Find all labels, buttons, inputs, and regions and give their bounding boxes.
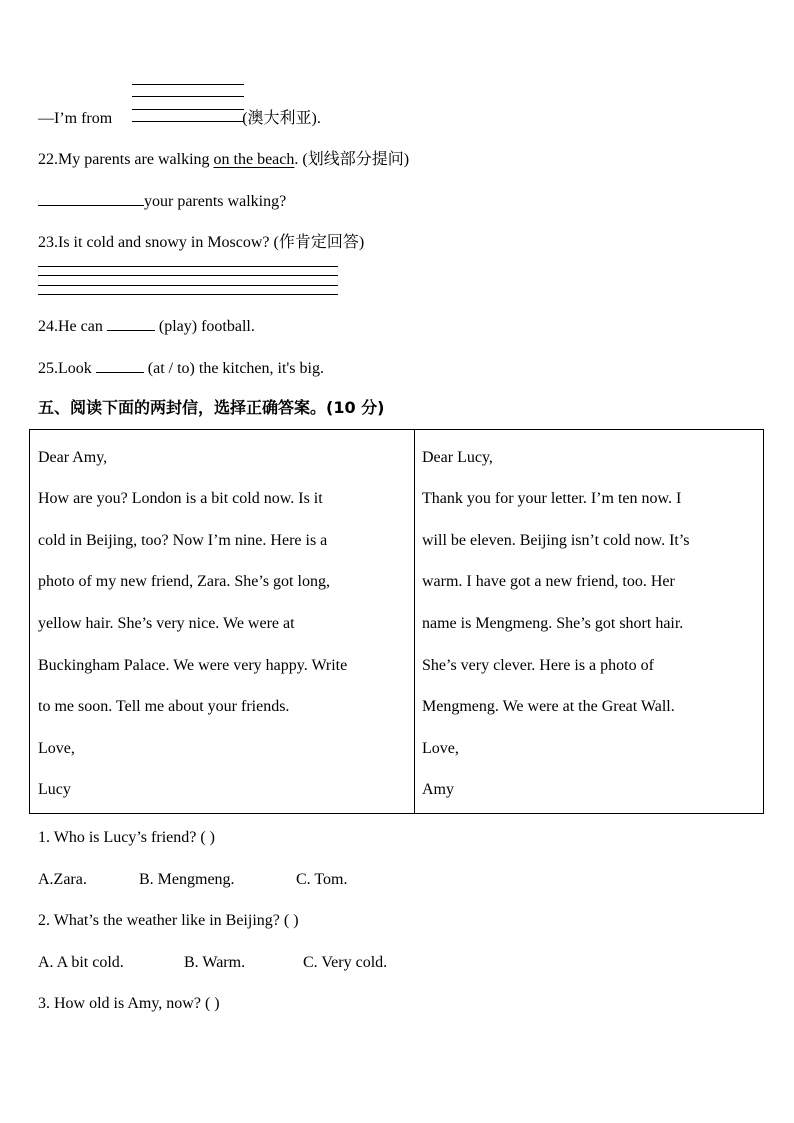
section-title: 五、阅读下面的两封信，选择正确答案。(10 分) bbox=[38, 398, 385, 417]
q1-option-a[interactable]: A.Zara. bbox=[38, 871, 87, 888]
letter-line: Buckingham Palace. We were very happy. Write bbox=[38, 657, 348, 674]
q24-text-before: He can bbox=[58, 318, 107, 335]
question-2: 2. What’s the weather like in Beijing? ( ) bbox=[38, 912, 299, 929]
q22-answer-line bbox=[38, 191, 286, 212]
q2-option-a[interactable]: A. A bit cold. bbox=[38, 954, 124, 971]
q21-line bbox=[38, 109, 321, 129]
q22-line bbox=[38, 150, 409, 170]
q24-text-after: (play) football. bbox=[154, 318, 255, 335]
q23-text: Is it cold and snowy in Moscow? (作肯定回答) bbox=[58, 234, 365, 251]
q22-underlined-phrase: on the beach bbox=[213, 151, 295, 168]
q22-text-after: . (划线部分提问) bbox=[294, 151, 410, 168]
q2-option-c[interactable]: C. Very cold. bbox=[303, 954, 388, 971]
q22-answer-text: your parents walking? bbox=[144, 193, 287, 210]
q25-text-after: (at / to) the kitchen, it's big. bbox=[143, 360, 324, 377]
letter-line: to me soon. Tell me about your friends. bbox=[38, 698, 290, 715]
q23-number: 23. bbox=[38, 234, 58, 251]
letter-line: will be eleven. Beijing isn’t cold now. It’s bbox=[422, 532, 690, 549]
q25-text-before: Look bbox=[58, 360, 96, 377]
q24-line bbox=[38, 316, 255, 337]
letter-line: warm. I have got a new friend, too. Her bbox=[422, 573, 675, 590]
letter-line: photo of my new friend, Zara. She’s got long, bbox=[38, 573, 330, 590]
q24-number: 24. bbox=[38, 318, 58, 335]
question-3: 3. How old is Amy, now? ( ) bbox=[38, 995, 220, 1012]
q1-option-b[interactable]: B. Mengmeng. bbox=[139, 871, 235, 888]
q22-answer-blank[interactable] bbox=[38, 191, 144, 206]
letter-line: Mengmeng. We were at the Great Wall. bbox=[422, 698, 675, 715]
letter-line: Love, bbox=[422, 740, 459, 757]
q23-line bbox=[38, 233, 364, 253]
letter-line: Dear Amy, bbox=[38, 449, 108, 466]
letter-line: Thank you for your letter. I’m ten now. I bbox=[422, 490, 682, 507]
q25-number: 25. bbox=[38, 360, 58, 377]
letters-table bbox=[29, 429, 764, 814]
letter-line: She’s very clever. Here is a photo of bbox=[422, 657, 654, 674]
q1-option-c[interactable]: C. Tom. bbox=[296, 871, 348, 888]
q24-answer-blank[interactable] bbox=[107, 316, 155, 331]
letter-line: Lucy bbox=[38, 781, 71, 798]
letter-line: cold in Beijing, too? Now I’m nine. Here is a bbox=[38, 532, 328, 549]
column-divider bbox=[414, 430, 415, 813]
q22-number: 22. bbox=[38, 151, 58, 168]
q25-line bbox=[38, 358, 324, 379]
q21-prefix: —I’m from bbox=[38, 110, 113, 127]
q25-answer-blank[interactable] bbox=[96, 358, 144, 373]
letter-line: How are you? London is a bit cold now. Is it bbox=[38, 490, 323, 507]
q23-answer-lines[interactable] bbox=[38, 266, 338, 302]
letter-line: Amy bbox=[422, 781, 454, 798]
q21-hint: (澳大利亚). bbox=[242, 110, 321, 127]
question-1: 1. Who is Lucy’s friend? ( ) bbox=[38, 829, 215, 846]
q2-option-b[interactable]: B. Warm. bbox=[184, 954, 246, 971]
letter-line: Dear Lucy, bbox=[422, 449, 493, 466]
letter-line: Love, bbox=[38, 740, 75, 757]
q22-text-before: My parents are walking bbox=[58, 151, 214, 168]
letter-line: yellow hair. She’s very nice. We were at bbox=[38, 615, 295, 632]
letter-line: name is Mengmeng. She’s got short hair. bbox=[422, 615, 684, 632]
